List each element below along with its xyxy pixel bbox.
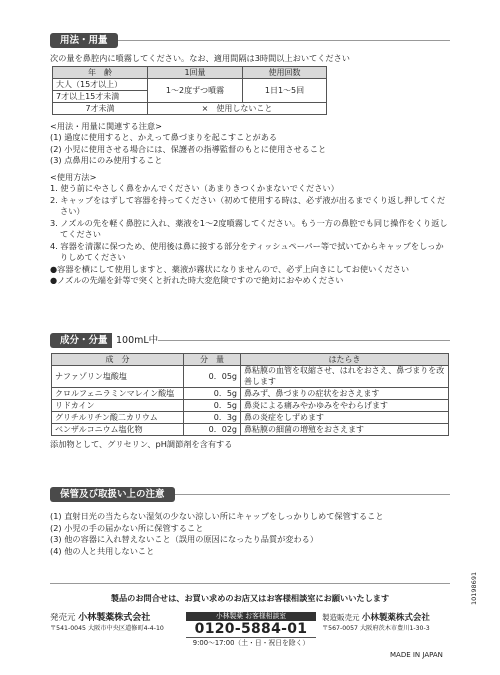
age-adult: 大人（15才以上） — [53, 78, 148, 90]
seller-name: 小林製薬株式会社 — [78, 613, 151, 623]
bullet-note: ●ノズルの先端を針等で突くと折れた時大変危険ですので絶対におやめください — [50, 275, 344, 285]
service-hours: 9:00〜17:00（土・日・祝日を除く） — [186, 637, 316, 648]
ingredients-header — [50, 333, 450, 349]
inquiry-note: 製品のお問合せは、お買い求めのお店又はお客様相談室にお願いいたします — [110, 593, 390, 603]
age-under-7: 7才未満 — [53, 102, 148, 114]
ingredients-section — [50, 333, 450, 451]
amount-basis: 100mL中 — [112, 333, 158, 348]
maker-label: 製造販売元 — [322, 613, 360, 622]
ingredient-action: 鼻粘膜の細菌の増殖をおさえます — [241, 424, 449, 436]
ingredient-action: 鼻炎による痛みやかゆみをやわらげます — [241, 400, 449, 412]
maker-address: 〒567-0057 大阪府茨木市豊川1-30-3 — [322, 625, 430, 632]
ingredient-name: ベンザルコニウム塩化物 — [52, 424, 184, 436]
caution-item: (3) 点鼻用にのみ使用すること — [50, 155, 163, 165]
ingredients-table — [51, 353, 449, 436]
footer-divider — [50, 583, 450, 584]
ingredient-action: 鼻粘膜の血管を収縮させ、はれをおさえ、鼻づまりを改善します — [241, 366, 449, 388]
ingredient-name: クロルフェニラミンマレイン酸塩 — [52, 388, 184, 400]
storage-title: 保管及び取扱い上の注意 — [50, 487, 175, 502]
ingredient-amount: 0．5g — [184, 388, 241, 400]
ingredient-amount: 0．5g — [184, 400, 241, 412]
caution-title: <用法・用量に関連する注意> — [50, 120, 162, 131]
customer-center — [186, 612, 316, 648]
usage-section — [50, 33, 450, 290]
method-item: 2. キャップをはずして容器を持ってください（初めて使用する時は、必ず液が出るまでくり返し押してください） — [50, 194, 446, 216]
age-child: 7才以上15才未満 — [53, 90, 148, 102]
ingredient-amount: 0．3g — [184, 412, 241, 424]
seller-info — [50, 612, 182, 634]
caution-item: (1) 過度に使用すると、かえって鼻づまりを起こすことがある — [50, 132, 278, 142]
table-row — [52, 424, 449, 436]
table-row — [52, 388, 449, 400]
ingredient-action: 鼻みず、鼻づまりの症状をおさえます — [241, 388, 449, 400]
header-action: はたらき — [241, 354, 449, 366]
header-ingredient: 成 分 — [52, 354, 184, 366]
header-frequency: 使用回数 — [243, 66, 327, 78]
header-dose: 1回量 — [148, 66, 243, 78]
method-title: <使用方法> — [50, 171, 97, 182]
table-row — [52, 400, 449, 412]
caution-item: (2) 小児に使用させる場合には、保護者の指導監督のもとに使用させること — [50, 143, 327, 154]
ingredient-action: 鼻の炎症をしずめます — [241, 412, 449, 424]
method-item: 4. 容器を清潔に保つため、使用後は鼻に接する部分をティッシュペーパー等で拭いてからキャップをしっかりしめてください — [50, 240, 444, 262]
ingredient-name: グリチルリチン酸二カリウム — [52, 412, 184, 424]
made-in-label: MADE IN JAPAN — [390, 651, 443, 659]
ingredient-name: ナファゾリン塩酸塩 — [52, 366, 184, 388]
under-7-note: × 使用しないこと — [148, 102, 327, 114]
header-age: 年 齢 — [53, 66, 148, 78]
ingredients-title: 成分・分量 — [50, 333, 118, 348]
storage-item: (3) 他の容器に入れ替えないこと（誤用の原因になったり品質が変わる） — [50, 534, 319, 544]
seller-address: 〒541-0045 大阪市中央区道修町4-4-10 — [50, 625, 164, 632]
storage-item: (1) 直射日光の当たらない湿気の少ない涼しい所にキャップをしっかりしめて保管すること — [50, 511, 384, 521]
product-code: 10198691 — [470, 571, 478, 605]
frequency-value: 1日1〜5回 — [243, 78, 327, 102]
usage-intro: 次の量を鼻腔内に噴霧してください。なお、適用間隔は3時間以上おいてください — [50, 53, 350, 63]
storage-section — [50, 487, 450, 557]
ingredient-amount: 0．02g — [184, 424, 241, 436]
maker-info — [322, 612, 454, 634]
usage-header — [50, 33, 450, 49]
ingredient-amount: 0．05g — [184, 366, 241, 388]
storage-item: (2) 小児の手の届かない所に保管すること — [50, 522, 204, 533]
center-label: 小林製薬 お客様相談室 — [186, 612, 316, 621]
usage-methods — [50, 172, 450, 287]
usage-cautions — [50, 121, 450, 167]
ingredient-name: リドカイン — [52, 400, 184, 412]
table-row — [52, 412, 449, 424]
method-item: 1. 使う前にやさしく鼻をかんでください（あまりきつくかまないでください） — [50, 183, 339, 193]
phone-number: 0120-5884-01 — [194, 621, 308, 637]
maker-name: 小林製薬株式会社 — [361, 613, 430, 623]
dosage-table — [52, 66, 327, 115]
storage-list — [50, 511, 450, 557]
bullet-note: ●容器を横にして使用しますと、薬液が霧状になりませんので、必ず上向きにしてお使いください — [50, 263, 410, 274]
usage-title: 用法・用量 — [50, 33, 118, 48]
additives-note: 添加物として、グリセリン、pH調節剤を含有する — [50, 439, 233, 449]
storage-item: (4) 他の人と共用しないこと — [50, 545, 155, 556]
seller-label: 発売元 — [50, 613, 76, 623]
method-item: 3. ノズルの先を軽く鼻腔に入れ、薬液を1〜2度噴霧してください。もう一方の鼻腔でも同じ操作をくり返してください — [50, 217, 448, 239]
dose-value: 1〜2度ずつ噴霧 — [148, 78, 243, 102]
header-amount: 分 量 — [184, 354, 241, 366]
table-row — [52, 366, 449, 388]
storage-header — [50, 487, 450, 503]
